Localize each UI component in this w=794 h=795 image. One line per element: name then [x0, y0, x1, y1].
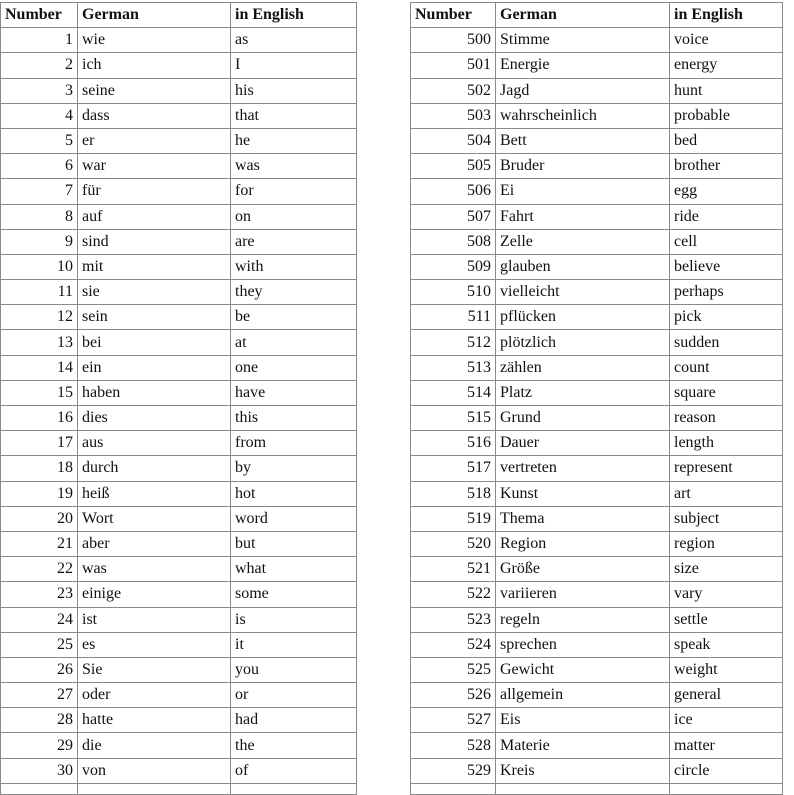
cell-german[interactable]: Stimme — [496, 28, 670, 53]
cell-number[interactable]: 507 — [411, 204, 496, 229]
cell-number[interactable]: 502 — [411, 78, 496, 103]
cell-german[interactable]: sind — [78, 229, 231, 254]
cell-german[interactable]: Eis — [496, 708, 670, 733]
cell-number[interactable]: 501 — [411, 53, 496, 78]
cell-english[interactable]: was — [231, 154, 357, 179]
table-row — [1, 280, 357, 305]
table-row — [411, 53, 783, 78]
cell-english[interactable]: is — [231, 607, 357, 632]
empty-cell[interactable] — [78, 783, 231, 794]
table-row — [1, 305, 357, 330]
table-row — [411, 733, 783, 758]
cell-number[interactable]: 513 — [411, 355, 496, 380]
cell-german[interactable]: Thema — [496, 506, 670, 531]
cell-number[interactable]: 512 — [411, 330, 496, 355]
cell-english[interactable]: bed — [670, 128, 783, 153]
cell-english[interactable]: that — [231, 103, 357, 128]
cell-german[interactable]: Gewicht — [496, 657, 670, 682]
header-english[interactable]: in English — [231, 3, 357, 28]
cell-english[interactable]: have — [231, 380, 357, 405]
cell-english[interactable]: represent — [670, 456, 783, 481]
empty-cell[interactable] — [231, 783, 357, 794]
cell-english[interactable]: word — [231, 506, 357, 531]
cell-english[interactable]: general — [670, 683, 783, 708]
cell-english[interactable]: by — [231, 456, 357, 481]
cell-number[interactable]: 506 — [411, 179, 496, 204]
header-english[interactable]: in English — [670, 3, 783, 28]
vocab-table-right — [410, 2, 783, 795]
cell-german[interactable]: Ei — [496, 179, 670, 204]
table-row — [1, 481, 357, 506]
cell-english[interactable]: weight — [670, 657, 783, 682]
cell-number[interactable]: 12 — [1, 305, 78, 330]
cell-english[interactable]: I — [231, 53, 357, 78]
cell-number[interactable]: 504 — [411, 128, 496, 153]
table-row — [411, 657, 783, 682]
table-row — [1, 758, 357, 783]
cell-english[interactable]: probable — [670, 103, 783, 128]
table-row — [1, 53, 357, 78]
cell-german[interactable]: sein — [78, 305, 231, 330]
cell-number[interactable]: 508 — [411, 229, 496, 254]
cell-number[interactable]: 21 — [1, 531, 78, 556]
cell-english[interactable]: sudden — [670, 330, 783, 355]
cell-number[interactable]: 500 — [411, 28, 496, 53]
cell-english[interactable]: this — [231, 406, 357, 431]
cell-german[interactable]: Region — [496, 531, 670, 556]
cell-english[interactable]: ice — [670, 708, 783, 733]
table-row — [1, 683, 357, 708]
cell-number[interactable]: 519 — [411, 506, 496, 531]
cell-number[interactable]: 18 — [1, 456, 78, 481]
cell-german[interactable]: Sie — [78, 657, 231, 682]
table-row — [411, 355, 783, 380]
table-row — [411, 431, 783, 456]
empty-cell[interactable] — [496, 783, 670, 794]
table-row — [1, 431, 357, 456]
table-row — [1, 380, 357, 405]
cell-number[interactable]: 525 — [411, 657, 496, 682]
table-row — [411, 280, 783, 305]
table-row — [1, 733, 357, 758]
cell-german[interactable]: hatte — [78, 708, 231, 733]
cell-english[interactable]: cell — [670, 229, 783, 254]
table-row — [411, 78, 783, 103]
cell-german[interactable]: regeln — [496, 607, 670, 632]
cell-number[interactable]: 14 — [1, 355, 78, 380]
cell-german[interactable]: ein — [78, 355, 231, 380]
cell-number[interactable]: 527 — [411, 708, 496, 733]
cell-number[interactable]: 522 — [411, 582, 496, 607]
empty-cell[interactable] — [411, 783, 496, 794]
cell-english[interactable]: hunt — [670, 78, 783, 103]
cell-english[interactable]: reason — [670, 406, 783, 431]
cell-english[interactable]: energy — [670, 53, 783, 78]
cell-number[interactable]: 521 — [411, 557, 496, 582]
cell-number[interactable]: 515 — [411, 406, 496, 431]
cell-english[interactable]: you — [231, 657, 357, 682]
cell-english[interactable]: for — [231, 179, 357, 204]
cell-english[interactable]: the — [231, 733, 357, 758]
cell-number[interactable]: 7 — [1, 179, 78, 204]
table-row — [1, 582, 357, 607]
table-row — [1, 28, 357, 53]
cell-number[interactable]: 528 — [411, 733, 496, 758]
cell-number[interactable]: 529 — [411, 758, 496, 783]
cell-german[interactable]: für — [78, 179, 231, 204]
cell-german[interactable]: mit — [78, 254, 231, 279]
cell-number[interactable]: 5 — [1, 128, 78, 153]
table-row — [1, 607, 357, 632]
cell-number[interactable]: 30 — [1, 758, 78, 783]
cell-german[interactable]: Bruder — [496, 154, 670, 179]
cell-number[interactable]: 8 — [1, 204, 78, 229]
table-row — [411, 254, 783, 279]
cell-number[interactable]: 13 — [1, 330, 78, 355]
cell-german[interactable]: von — [78, 758, 231, 783]
cell-english[interactable]: voice — [670, 28, 783, 53]
cell-number[interactable]: 15 — [1, 380, 78, 405]
cell-german[interactable]: die — [78, 733, 231, 758]
table-row — [411, 103, 783, 128]
cell-german[interactable]: Fahrt — [496, 204, 670, 229]
table-row — [411, 154, 783, 179]
cell-german[interactable]: oder — [78, 683, 231, 708]
table-row — [411, 481, 783, 506]
cell-english[interactable]: square — [670, 380, 783, 405]
cell-number[interactable]: 9 — [1, 229, 78, 254]
cell-german[interactable]: Kreis — [496, 758, 670, 783]
cell-german[interactable]: Dauer — [496, 431, 670, 456]
vocab-table-left — [0, 2, 357, 795]
cell-english[interactable]: some — [231, 582, 357, 607]
table-row — [411, 632, 783, 657]
cell-german[interactable]: haben — [78, 380, 231, 405]
cell-english[interactable]: from — [231, 431, 357, 456]
cell-german[interactable]: aus — [78, 431, 231, 456]
cell-english[interactable]: it — [231, 632, 357, 657]
cell-german[interactable]: es — [78, 632, 231, 657]
cell-english[interactable]: had — [231, 708, 357, 733]
cell-german[interactable]: dies — [78, 406, 231, 431]
cell-english[interactable]: ride — [670, 204, 783, 229]
cell-german[interactable]: allgemein — [496, 683, 670, 708]
header-row — [1, 3, 357, 28]
header-german[interactable]: German — [78, 3, 231, 28]
cell-number[interactable]: 523 — [411, 607, 496, 632]
cell-number[interactable]: 16 — [1, 406, 78, 431]
cell-number[interactable]: 1 — [1, 28, 78, 53]
empty-cell[interactable] — [670, 783, 783, 794]
cell-german[interactable]: sie — [78, 280, 231, 305]
table-row — [411, 531, 783, 556]
cell-english[interactable]: region — [670, 531, 783, 556]
table-row — [411, 229, 783, 254]
table-row — [1, 229, 357, 254]
cell-german[interactable]: aber — [78, 531, 231, 556]
cell-english[interactable]: his — [231, 78, 357, 103]
cell-number[interactable]: 24 — [1, 607, 78, 632]
cell-number[interactable]: 503 — [411, 103, 496, 128]
table-row — [411, 128, 783, 153]
cell-english[interactable]: hot — [231, 481, 357, 506]
cell-english[interactable]: with — [231, 254, 357, 279]
cell-english[interactable]: speak — [670, 632, 783, 657]
cell-number[interactable]: 526 — [411, 683, 496, 708]
cell-number[interactable]: 505 — [411, 154, 496, 179]
table-row — [1, 154, 357, 179]
cell-german[interactable]: pflücken — [496, 305, 670, 330]
cell-german[interactable]: Materie — [496, 733, 670, 758]
table-row — [1, 456, 357, 481]
table-row — [411, 204, 783, 229]
cell-english[interactable]: what — [231, 557, 357, 582]
cell-german[interactable]: Wort — [78, 506, 231, 531]
cell-english[interactable]: but — [231, 531, 357, 556]
cell-english[interactable]: perhaps — [670, 280, 783, 305]
cell-german[interactable]: variieren — [496, 582, 670, 607]
cell-number[interactable]: 3 — [1, 78, 78, 103]
vocab-table-left-body — [1, 28, 357, 795]
cell-english[interactable]: are — [231, 229, 357, 254]
table-row — [1, 103, 357, 128]
cell-german[interactable]: sprechen — [496, 632, 670, 657]
table-row — [1, 406, 357, 431]
table-row — [411, 179, 783, 204]
table-row — [411, 406, 783, 431]
cell-german[interactable]: Grund — [496, 406, 670, 431]
table-row — [1, 557, 357, 582]
cell-english[interactable]: at — [231, 330, 357, 355]
cell-german[interactable]: durch — [78, 456, 231, 481]
cell-number[interactable]: 2 — [1, 53, 78, 78]
table-row — [1, 330, 357, 355]
table-row — [1, 657, 357, 682]
cell-number[interactable]: 29 — [1, 733, 78, 758]
table-row — [1, 78, 357, 103]
table-row — [411, 683, 783, 708]
cell-english[interactable]: be — [231, 305, 357, 330]
table-row — [411, 305, 783, 330]
cell-number[interactable]: 6 — [1, 154, 78, 179]
table-row — [411, 758, 783, 783]
cell-english[interactable]: he — [231, 128, 357, 153]
table-row — [1, 708, 357, 733]
cell-german[interactable]: wahrscheinlich — [496, 103, 670, 128]
table-row — [411, 456, 783, 481]
cell-english[interactable]: count — [670, 355, 783, 380]
cell-number[interactable]: 518 — [411, 481, 496, 506]
cell-number[interactable]: 510 — [411, 280, 496, 305]
table-row — [1, 632, 357, 657]
cell-german[interactable]: Jagd — [496, 78, 670, 103]
cell-number[interactable]: 517 — [411, 456, 496, 481]
cell-german[interactable]: er — [78, 128, 231, 153]
table-row-empty — [1, 783, 357, 794]
cell-number[interactable]: 516 — [411, 431, 496, 456]
table-row — [411, 380, 783, 405]
cell-german[interactable]: auf — [78, 204, 231, 229]
cell-english[interactable]: subject — [670, 506, 783, 531]
table-row — [1, 204, 357, 229]
cell-english[interactable]: brother — [670, 154, 783, 179]
header-row — [411, 3, 783, 28]
cell-german[interactable]: Platz — [496, 380, 670, 405]
table-row — [411, 582, 783, 607]
vocab-table-right-body — [411, 28, 783, 795]
cell-number[interactable]: 17 — [1, 431, 78, 456]
cell-german[interactable]: vielleicht — [496, 280, 670, 305]
cell-number[interactable]: 23 — [1, 582, 78, 607]
table-row — [411, 708, 783, 733]
cell-german[interactable]: ich — [78, 53, 231, 78]
header-number[interactable]: Number — [411, 3, 496, 28]
cell-german[interactable]: Kunst — [496, 481, 670, 506]
cell-number[interactable]: 511 — [411, 305, 496, 330]
cell-german[interactable]: ist — [78, 607, 231, 632]
cell-number[interactable]: 514 — [411, 380, 496, 405]
table-row — [1, 506, 357, 531]
cell-german[interactable]: war — [78, 154, 231, 179]
cell-english[interactable]: size — [670, 557, 783, 582]
cell-number[interactable]: 19 — [1, 481, 78, 506]
header-number[interactable]: Number — [1, 3, 78, 28]
cell-english[interactable]: or — [231, 683, 357, 708]
cell-english[interactable]: circle — [670, 758, 783, 783]
cell-english[interactable]: vary — [670, 582, 783, 607]
table-row — [1, 128, 357, 153]
cell-english[interactable]: settle — [670, 607, 783, 632]
cell-german[interactable]: was — [78, 557, 231, 582]
cell-german[interactable]: zählen — [496, 355, 670, 380]
cell-german[interactable]: bei — [78, 330, 231, 355]
table-row — [411, 607, 783, 632]
cell-number[interactable]: 524 — [411, 632, 496, 657]
cell-number[interactable]: 20 — [1, 506, 78, 531]
cell-german[interactable]: vertreten — [496, 456, 670, 481]
table-row — [1, 254, 357, 279]
cell-german[interactable]: seine — [78, 78, 231, 103]
table-row — [411, 330, 783, 355]
cell-english[interactable]: art — [670, 481, 783, 506]
cell-number[interactable]: 11 — [1, 280, 78, 305]
cell-number[interactable]: 27 — [1, 683, 78, 708]
cell-english[interactable]: on — [231, 204, 357, 229]
cell-number[interactable]: 10 — [1, 254, 78, 279]
cell-german[interactable]: wie — [78, 28, 231, 53]
cell-english[interactable]: length — [670, 431, 783, 456]
cell-number[interactable]: 520 — [411, 531, 496, 556]
cell-number[interactable]: 4 — [1, 103, 78, 128]
cell-number[interactable]: 26 — [1, 657, 78, 682]
table-row — [1, 531, 357, 556]
cell-number[interactable]: 22 — [1, 557, 78, 582]
table-row — [1, 179, 357, 204]
cell-german[interactable]: dass — [78, 103, 231, 128]
header-german[interactable]: German — [496, 3, 670, 28]
table-row — [411, 557, 783, 582]
cell-german[interactable]: einige — [78, 582, 231, 607]
cell-german[interactable]: Bett — [496, 128, 670, 153]
cell-german[interactable]: Energie — [496, 53, 670, 78]
cell-english[interactable]: matter — [670, 733, 783, 758]
cell-german[interactable]: Größe — [496, 557, 670, 582]
cell-english[interactable]: egg — [670, 179, 783, 204]
cell-german[interactable]: plötzlich — [496, 330, 670, 355]
cell-english[interactable]: of — [231, 758, 357, 783]
table-row — [1, 355, 357, 380]
table-row — [411, 28, 783, 53]
table-row — [411, 506, 783, 531]
cell-english[interactable]: they — [231, 280, 357, 305]
cell-english[interactable]: as — [231, 28, 357, 53]
cell-english[interactable]: one — [231, 355, 357, 380]
cell-german[interactable]: heiß — [78, 481, 231, 506]
cell-english[interactable]: believe — [670, 254, 783, 279]
empty-cell[interactable] — [1, 783, 78, 794]
cell-german[interactable]: glauben — [496, 254, 670, 279]
cell-english[interactable]: pick — [670, 305, 783, 330]
cell-number[interactable]: 28 — [1, 708, 78, 733]
cell-number[interactable]: 25 — [1, 632, 78, 657]
table-row-empty — [411, 783, 783, 794]
cell-german[interactable]: Zelle — [496, 229, 670, 254]
cell-number[interactable]: 509 — [411, 254, 496, 279]
